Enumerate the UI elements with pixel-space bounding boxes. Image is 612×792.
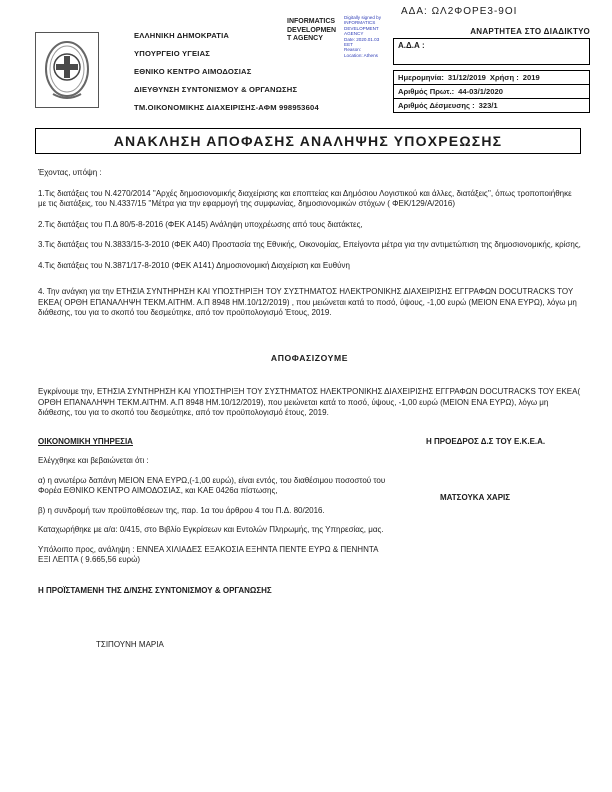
anartitea-label: ΑΝΑΡΤΗΤΕΑ ΣΤΟ ΔΙΑΔΙΚΤΥΟ: [470, 27, 590, 36]
director-title: Η ΠΡΟΪΣΤΑΜΕΝΗ ΤΗΣ Δ/ΝΣΗΣ ΣΥΝΤΟΝΙΣΜΟΥ & ΟΡΓΑΝΩΣΗΣ: [38, 585, 272, 595]
legal-item-4: 4.Τις διατάξεις του Ν.3871/17-8-2010 (ΦΕΚ Α141) Δημοσιονομική Διαχείριση και Ευθύνη: [38, 260, 350, 270]
legal-item-1: 1.Τις διατάξεις του Ν.4270/2014 ''Αρχές δημοσιονομικής διαχείρισης και εποπτείας και Δημόσιου Λογιστικού και άλλες, διατάξεις'', όπως τροποποιήθηκε με τις διατάξεις, του Ν.4337/15 ''Μέτρα για την εφαρμογή της συμφωνίας, δημοσιονομικών στόχων ( ΦΕΚ/129/Α/2016): [38, 188, 572, 208]
signature-line: Date: 2020.01.03: [344, 36, 380, 42]
digital-signature-details: [344, 15, 398, 58]
signature-line: Reason:: [344, 47, 362, 53]
date-field: [393, 70, 590, 85]
agency-line: INFORMATICS: [287, 18, 336, 25]
need-paragraph: 4. Την ανάγκη για την ΕΤΗΣΙΑ ΣΥΝΤΗΡΗΣΗ ΚΑΙ ΥΠΟΣΤΗΡΙΞΗ ΤΟΥ ΣΥΣΤΗΜΑΤΟΣ ΗΛΕΚΤΡΟΝΙΚΗΣ ΔΙΑΧΕΙΡΙΣΗΣ ΕΓΓΡΑΦΩΝ DOCUTRACKS ΤΟΥ ΕΚΕΑ( ΟΡΘΗ ΕΠΑΝΑΛΗΨΗ ΤΕΚΜ.ΑΙΤΗΜ. Α.Π 8948 ΗΜ.10/12/2019) , που μειώνεται κατά το ποσό, ύψους, -1,00 ευρώ (ΜΕΙΟΝ ΕΝΑ ΕΥΡΩ), λόγω μη διάθεσης, του για το σκοπό του δεσμεύτηκε, από τον προϋπολογισμό Έτους, 2019.: [38, 287, 577, 317]
commitment-number-value: 323/1: [478, 101, 498, 110]
signature-line: INFORMATICS: [344, 20, 376, 26]
commitment-number-field: [393, 98, 590, 113]
org-line-center: ΕΘΝΙΚΟ ΚΕΝΤΡΟ ΑΙΜΟΔΟΣΙΑΣ: [134, 67, 252, 76]
coat-of-arms: [35, 32, 99, 108]
ada-box-label: Α.Δ.Α :: [398, 41, 425, 50]
informatics-agency-label: [287, 18, 336, 44]
approval-paragraph: Εγκρίνουμε την, ΕΤΗΣΙΑ ΣΥΝΤΗΡΗΣΗ ΚΑΙ ΥΠΟΣΤΗΡΙΞΗ ΤΟΥ ΣΥΣΤΗΜΑΤΟΣ ΗΛΕΚΤΡΟΝΙΚΗΣ ΔΙΑΧΕΙΡΙΣΗΣ ΕΓΓΡΑΦΩΝ DOCUTRACKS ΤΟΥ ΕΚΕΑ( ΟΡΘΗ ΕΠΑΝΑΛΗΨΗ ΤΕΚΜ.ΑΙΤΗΜ. Α.Π 8948 ΗΜ.10/12/2019), που μειώνεται κατά το ποσό, ύψους, -1,00 ευρώ (ΜΕΙΟΝ ΕΝΑ ΕΥΡΩ), λόγω μη διάθεσης, του για το σκοπό του δεσμεύτηκε, από τον προϋπολογισμό έτους, 2019.: [38, 387, 581, 417]
signature-line: DEVELOPMENT AGENCY: [344, 25, 379, 37]
fiscal-year-value: 2019: [522, 73, 540, 82]
org-line-ministry: ΥΠΟΥΡΓΕΙΟ ΥΓΕΙΑΣ: [134, 49, 211, 58]
having-regard-line: Έχοντας, υπόψη :: [38, 168, 102, 177]
legal-item-3: 3.Τις διατάξεις του Ν.3833/15-3-2010 (ΦΕΚ Α40) Προστασία της Εθνικής, Οικονομίας, Επείγοντα μέτρα για την αντιμετώπιση της δημοσιονομικής, κρίσης,: [38, 240, 581, 249]
balance-line: Υπόλοιπο προς, ανάληψη : ΕΝΝΕΑ ΧΙΛΙΑΔΕΣ ΕΞΑΚΟΣΙΑ ΕΞΗΝΤΑ ΠΕΝΤΕ ΕΥΡΩ & ΠΕΝΗΝΤΑ ΕΞΙ ΛΕΠΤΑ ( 9.665,56 ευρώ): [38, 544, 379, 564]
president-signature-column: [426, 437, 601, 504]
verification-point-b: β) η συνδρομή των προϋποθέσεων της, παρ. 1α του άρθρου 4 του Π.Δ. 80/2016.: [38, 505, 325, 515]
registered-line: Καταχωρήθηκε με α/α: 0/415, στο Βιβλίο Εγκρίσεων και Εντολών Πληρωμής, της Υπηρεσίας, μας.: [38, 525, 384, 534]
signature-line: Location: Athens: [344, 52, 378, 58]
verification-section: [38, 437, 581, 566]
president-title: Η ΠΡΟΕΔΡΟΣ Δ.Σ ΤΟΥ Ε.Κ.Ε.Α.: [426, 436, 546, 446]
document-body: [38, 168, 581, 651]
fiscal-year-label: Χρήση :: [489, 73, 519, 82]
agency-line: DEVELOPMEN: [287, 26, 337, 34]
verification-point-a: α) η ανωτέρω δαπάνη ΜΕΙΟΝ ΕΝΑ ΕΥΡΩ,(-1,00 ευρώ), είναι εντός, του διαθέσιμου ποσοστού του Φορέα ΕΘΝΙΚΟ ΚΕΝΤΡΟ ΑΙΜΟΔΟΣΙΑΣ, και ΚΑΕ 0426α πίστωσης,: [38, 475, 386, 495]
protocol-number-label: Αριθμός Πρωτ.:: [398, 87, 455, 96]
date-field-label: Ημερομηνία:: [398, 73, 444, 82]
org-line-department: ΤΜ.ΟΙΚΟΝΟΜΙΚΗΣ ΔΙΑΧΕΙΡΙΣΗΣ-ΑΦΜ 998953604: [134, 103, 319, 112]
commitment-number-label: Αριθμός Δέσμευσης :: [398, 101, 475, 110]
director-name: ΤΣΙΠΟΥΝΗ ΜΑΡΙΑ: [96, 640, 164, 649]
protocol-number-value: 44-03/1/2020: [458, 87, 503, 96]
agency-line: T AGENCY: [287, 35, 323, 42]
org-line-directorate: ΔΙΕΥΘΥΝΣΗ ΣΥΝΤΟΝΙΣΜΟΥ & ΟΡΓΑΝΩΣΗΣ: [134, 85, 298, 94]
protocol-number-field: [393, 84, 590, 99]
greek-emblem-icon: [39, 36, 95, 104]
document-title: [35, 128, 581, 154]
president-name: ΜΑΤΣΟΥΚΑ ΧΑΡΙΣ: [440, 493, 511, 502]
legal-item-2: 2.Τις διατάξεις του Π.Δ 80/5-8-2016 (ΦΕΚ Α145) Ανάληψη υποχρέωσης από τους διατάκτες,: [38, 219, 363, 229]
date-field-value: 31/12/2019: [447, 73, 486, 82]
signature-line: EET: [344, 42, 353, 48]
ada-number: ΑΔΑ: ΩΛ2ΦΟΡΕ3-9ΟΙ: [401, 6, 518, 17]
finance-service-heading: ΟΙΚΟΝΟΜΙΚΗ ΥΠΗΡΕΣΙΑ: [38, 436, 133, 446]
decision-heading: ΑΠΟΦΑΣΙΖΟΥΜΕ: [270, 352, 349, 363]
org-block: [134, 31, 324, 121]
org-line-republic: ΕΛΛΗΝΙΚΗ ΔΗΜΟΚΡΑΤΙΑ: [134, 31, 230, 40]
checked-line: Ελέγχθηκε και βεβαιώνεται ότι :: [38, 456, 149, 465]
finance-service-column: [38, 437, 390, 566]
document-title-text: ΑΝΑΚΛΗΣΗ ΑΠΟΦΑΣΗΣ ΑΝΑΛΗΨΗΣ ΥΠΟΧΡΕΩΣΗΣ: [113, 133, 503, 149]
signature-line: Digitally signed by: [344, 15, 382, 20]
ada-box: [393, 38, 590, 65]
